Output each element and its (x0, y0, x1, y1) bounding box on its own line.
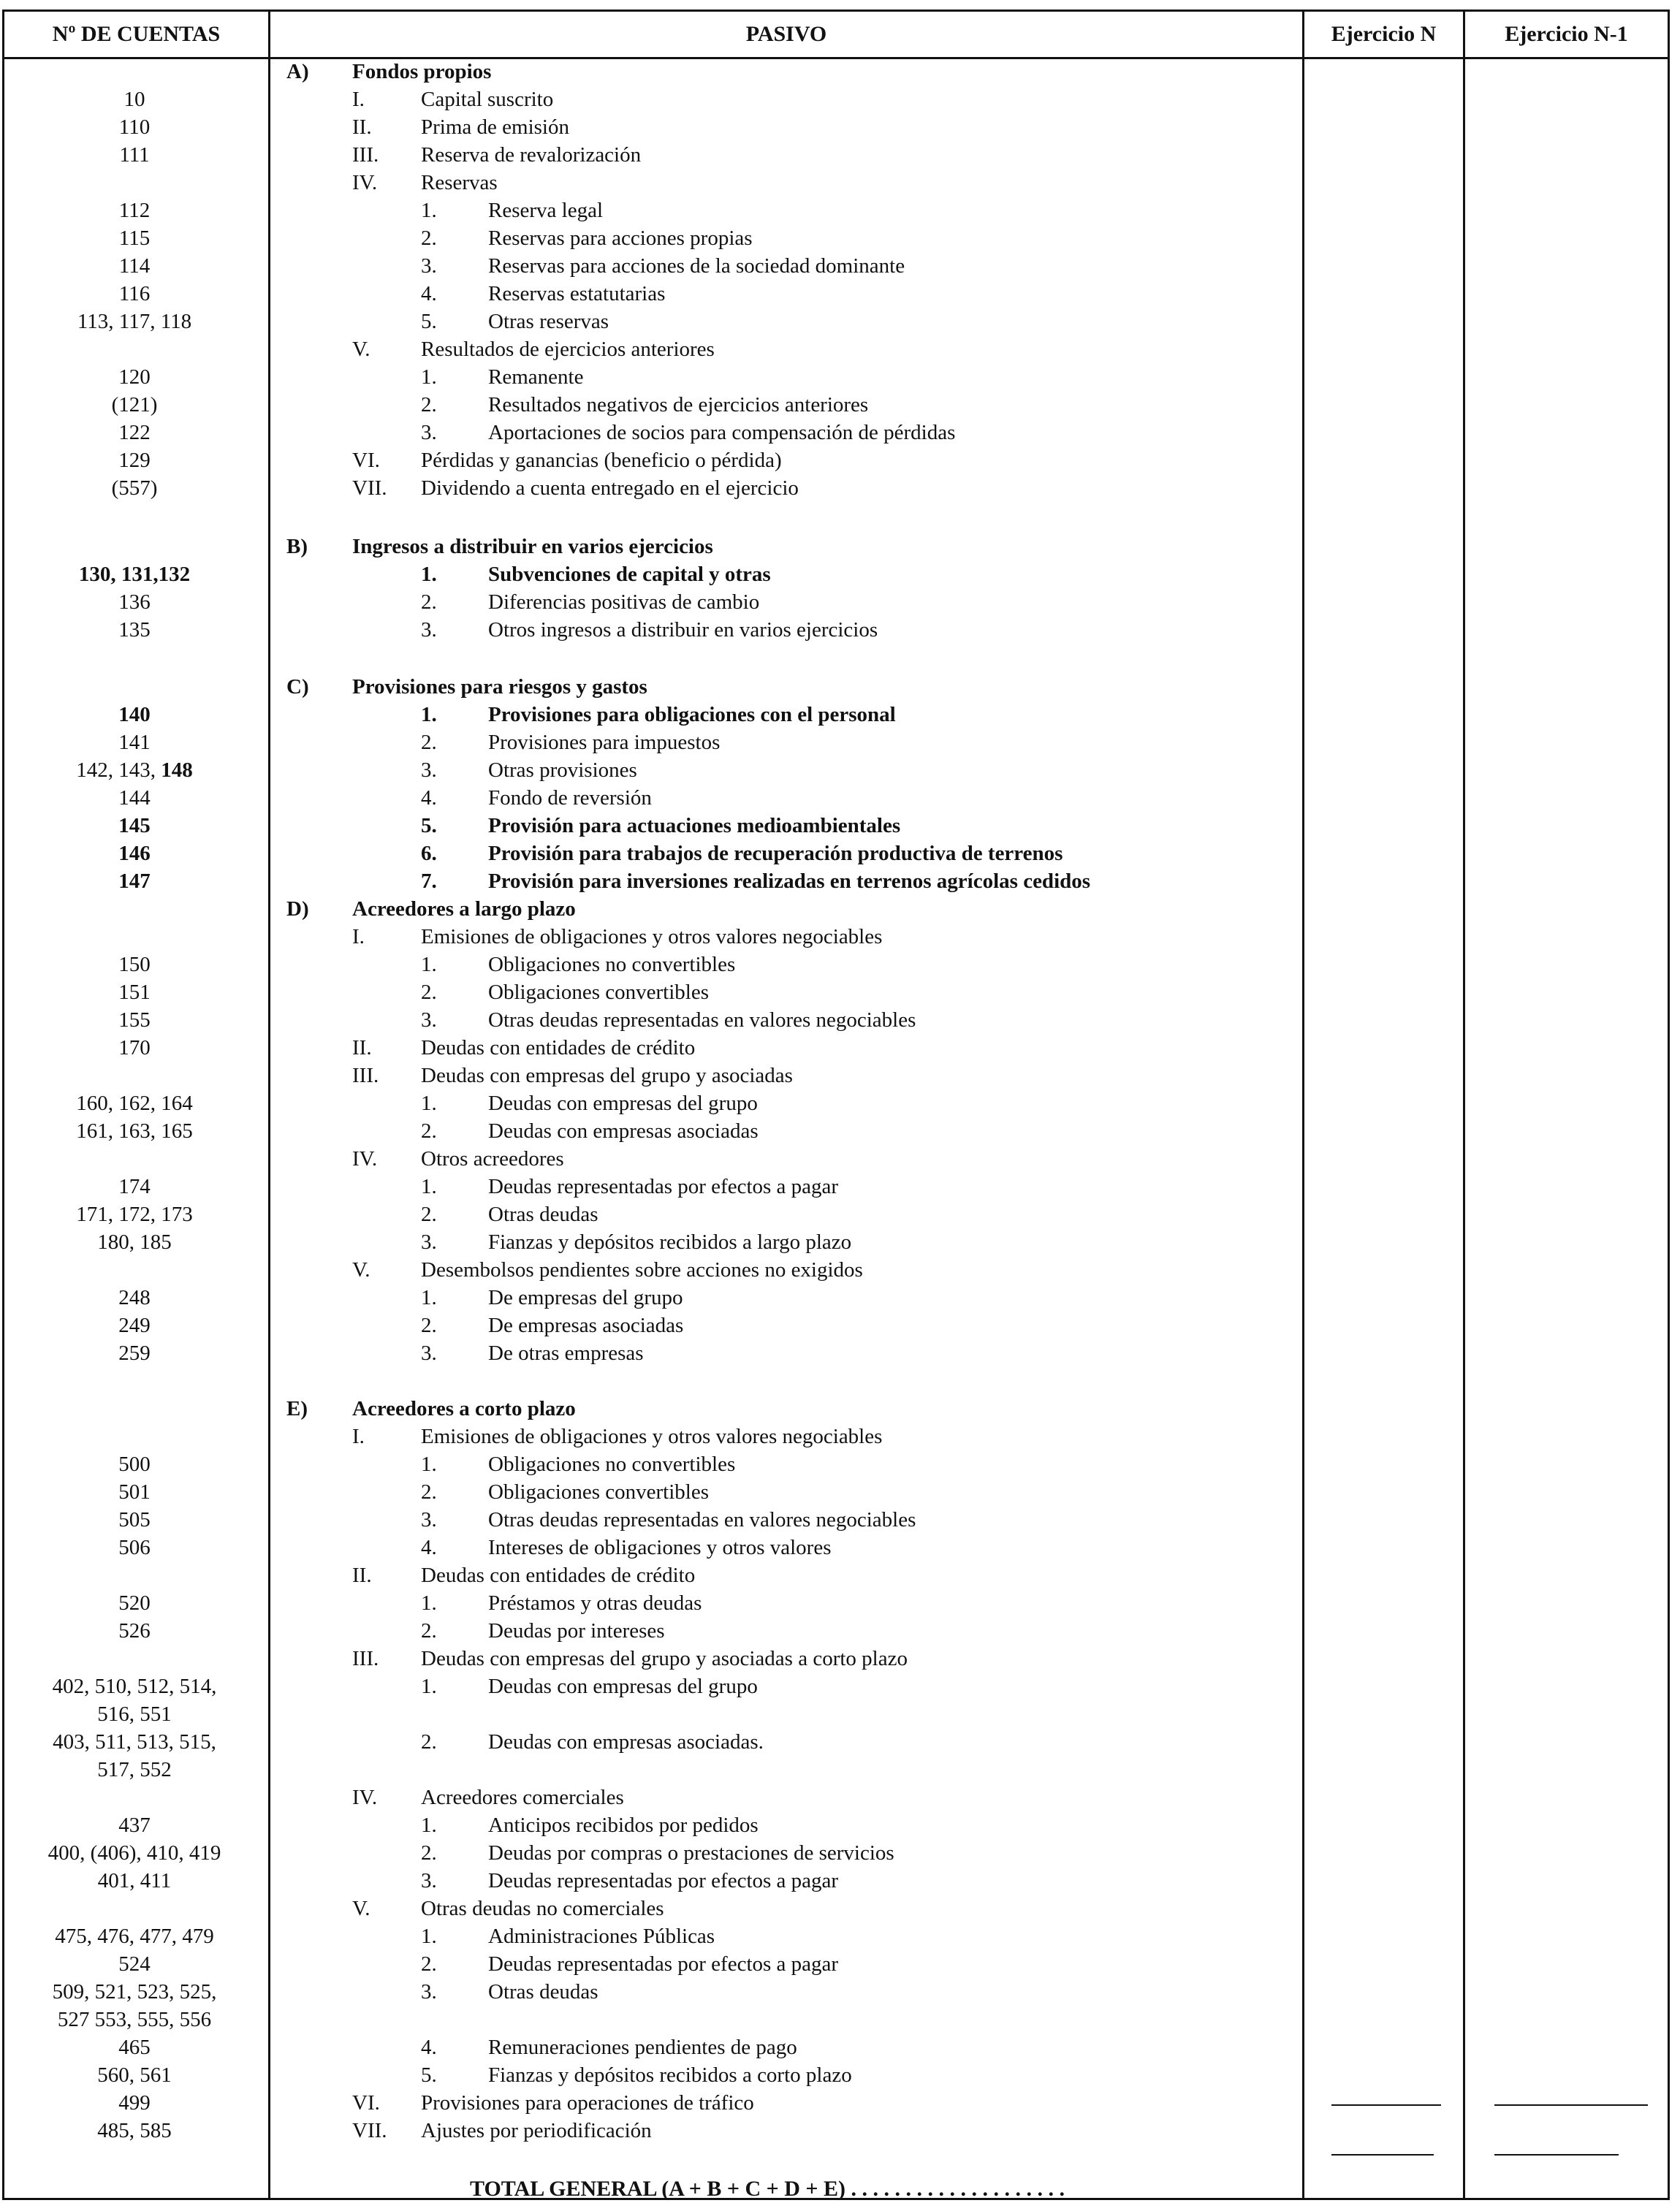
item-roman-numeral: V. (352, 1258, 370, 1282)
account-numbers: 111 (119, 143, 150, 167)
table-right-border (1668, 9, 1670, 2200)
subitem-number: 3. (421, 1342, 437, 1365)
subitem-label: Provisiones para obligaciones con el personal (488, 703, 896, 726)
subitem-label: Fianzas y depósitos recibidos a corto plazo (488, 2063, 852, 2087)
subitem-label: Deudas representadas por efectos a pagar (488, 1952, 839, 1976)
subitem-number: 3. (421, 421, 437, 444)
account-numbers: 505 (118, 1508, 151, 1532)
account-numbers: 174 (118, 1175, 151, 1198)
account-numbers-continued: 517, 552 (97, 1758, 172, 1781)
subitem-label: Reservas para acciones propias (488, 227, 753, 250)
item-label: Prima de emisión (421, 115, 569, 139)
account-numbers: 122 (118, 421, 151, 444)
item-roman-numeral: VII. (352, 476, 387, 500)
item-label: Pérdidas y ganancias (beneficio o pérdida) (421, 449, 782, 472)
account-numbers: 499 (118, 2091, 151, 2115)
subitem-number: 5. (421, 310, 437, 333)
account-numbers: 526 (118, 1619, 151, 1643)
subitem-number: 2. (421, 1952, 437, 1976)
subitem-label: Diferencias positivas de cambio (488, 590, 760, 614)
subitem-number: 1. (421, 1814, 437, 1837)
account-numbers: 144 (118, 786, 151, 810)
subitem-label: Remuneraciones pendientes de pago (488, 2036, 797, 2059)
header-accounts: Nº DE CUENTAS (52, 22, 221, 46)
item-roman-numeral: V. (352, 338, 370, 361)
subitem-label: Obligaciones no convertibles (488, 1453, 736, 1476)
subitem-label: Fianzas y depósitos recibidos a largo plazo (488, 1230, 852, 1254)
item-roman-numeral: III. (352, 1064, 379, 1087)
account-numbers: 400, (406), 410, 419 (47, 1841, 221, 1865)
item-label: Provisiones para operaciones de tráfico (421, 2091, 754, 2115)
subitem-label: Provisiones para impuestos (488, 731, 721, 754)
account-numbers: 113, 117, 118 (77, 310, 192, 333)
account-numbers: 485, 585 (97, 2119, 172, 2142)
subitem-label: Deudas por compras o prestaciones de servicios (488, 1841, 894, 1865)
subitem-label: Aportaciones de socios para compensación de pérdidas (488, 421, 956, 444)
item-label: Deudas con entidades de crédito (421, 1564, 696, 1587)
subitem-number: 3. (421, 1230, 437, 1254)
subitem-number: 2. (421, 1203, 437, 1226)
account-numbers: 402, 510, 512, 514, (52, 1675, 217, 1698)
account-numbers: 475, 476, 477, 479 (55, 1925, 214, 1948)
account-numbers: 112 (118, 199, 151, 222)
item-roman-numeral: II. (352, 115, 372, 139)
subitem-number: 3. (421, 618, 437, 642)
account-numbers: (121) (111, 393, 158, 416)
subitem-number: 2. (421, 1841, 437, 1865)
section-heading: Acreedores a corto plazo (352, 1397, 576, 1420)
subitem-label: Deudas con empresas del grupo (488, 1092, 758, 1115)
subitem-number: 1. (421, 365, 437, 389)
item-roman-numeral: II. (352, 1564, 372, 1587)
subitem-label: Deudas representadas por efectos a pagar (488, 1175, 839, 1198)
item-label: Desembolsos pendientes sobre acciones no exigidos (421, 1258, 863, 1282)
account-numbers: 114 (118, 254, 151, 278)
subitem-label: Deudas con empresas asociadas. (488, 1730, 764, 1754)
account-numbers: 403, 511, 513, 515, (53, 1730, 216, 1754)
account-numbers: 248 (118, 1286, 151, 1309)
account-numbers: 129 (118, 449, 151, 472)
account-numbers: 524 (118, 1952, 151, 1976)
item-label: Otras deudas no comerciales (421, 1897, 664, 1920)
account-numbers: 135 (118, 618, 151, 642)
item-label: Ajustes por periodificación (421, 2119, 652, 2142)
account-numbers-part-bold: 148 (161, 758, 193, 782)
section-letter: A) (286, 60, 309, 83)
item-roman-numeral: I. (352, 1425, 365, 1448)
item-label: Capital suscrito (421, 88, 554, 111)
account-numbers: 401, 411 (97, 1869, 172, 1892)
account-numbers: 259 (118, 1342, 151, 1365)
subitem-label: Resultados negativos de ejercicios anteriores (488, 393, 869, 416)
subitem-label: De empresas asociadas (488, 1314, 684, 1337)
subitem-number: 3. (421, 1869, 437, 1892)
subitem-number: 4. (421, 2036, 437, 2059)
subitem-label: Provisión para inversiones realizadas en terrenos agrícolas cedidos (488, 870, 1091, 893)
account-numbers: 115 (118, 227, 151, 250)
header-ejercicio-n1: Ejercicio N-1 (1505, 22, 1628, 46)
account-numbers: 171, 172, 173 (76, 1203, 193, 1226)
subitem-number: 3. (421, 758, 437, 782)
subitem-label: Reservas estatutarias (488, 282, 666, 305)
account-numbers: 160, 162, 164 (76, 1092, 193, 1115)
subitem-label: Otras provisiones (488, 758, 637, 782)
item-roman-numeral: VI. (352, 2091, 380, 2115)
item-label: Dividendo a cuenta entregado en el ejercicio (421, 476, 799, 500)
subitem-label: Anticipos recibidos por pedidos (488, 1814, 759, 1837)
account-numbers: 147 (118, 870, 151, 893)
account-numbers: (557) (111, 476, 158, 500)
item-label: Resultados de ejercicios anteriores (421, 338, 715, 361)
account-numbers: 509, 521, 523, 525, (52, 1980, 217, 2004)
section-letter: B) (286, 535, 308, 558)
item-roman-numeral: IV. (352, 171, 378, 194)
subitem-label: Obligaciones convertibles (488, 1480, 709, 1504)
item-label: Emisiones de obligaciones y otros valores negociables (421, 1425, 883, 1448)
subitem-number: 3. (421, 1508, 437, 1532)
subitem-label: Reserva legal (488, 199, 604, 222)
subitem-label: Otras reservas (488, 310, 609, 333)
total-rule-n-1 (1331, 2104, 1441, 2106)
account-numbers: 141 (118, 731, 151, 754)
subitem-label: Otros ingresos a distribuir en varios ejercicios (488, 618, 878, 642)
account-numbers: 10 (123, 88, 145, 111)
subitem-number: 7. (421, 870, 437, 893)
subitem-number: 6. (421, 842, 437, 865)
subitem-number: 3. (421, 254, 437, 278)
item-label: Reservas (421, 171, 498, 194)
subitem-label: Fondo de reversión (488, 786, 652, 810)
item-label: Deudas con entidades de crédito (421, 1036, 696, 1059)
col-divider-accounts (268, 9, 270, 2200)
subitem-label: Intereses de obligaciones y otros valores (488, 1536, 832, 1559)
account-numbers: 145 (118, 814, 151, 837)
subitem-label: De otras empresas (488, 1342, 644, 1365)
subitem-number: 2. (421, 731, 437, 754)
item-roman-numeral: III. (352, 143, 379, 167)
section-letter: C) (286, 675, 309, 699)
account-numbers: 437 (118, 1814, 151, 1837)
item-label: Reserva de revalorización (421, 143, 642, 167)
item-label: Emisiones de obligaciones y otros valores negociables (421, 925, 883, 948)
account-numbers: 161, 163, 165 (76, 1119, 193, 1143)
account-numbers-part: 142, 143, (76, 758, 161, 782)
subitem-number: 1. (421, 1675, 437, 1698)
total-general: TOTAL GENERAL (A + B + C + D + E) . . . . . . . . . . . . . . . . . . . . (470, 2177, 1065, 2201)
subitem-number: 2. (421, 393, 437, 416)
account-numbers (4, 756, 265, 784)
subitem-number: 1. (421, 199, 437, 222)
item-roman-numeral: VII. (352, 2119, 387, 2142)
subitem-label: Provisión para actuaciones medioambientales (488, 814, 901, 837)
total-rule-n1-2 (1494, 2154, 1619, 2156)
subitem-number: 2. (421, 590, 437, 614)
subitem-label: De empresas del grupo (488, 1286, 683, 1309)
section-heading: Acreedores a largo plazo (352, 897, 576, 921)
section-heading: Ingresos a distribuir en varios ejercicios (352, 535, 713, 558)
subitem-number: 3. (421, 1008, 437, 1032)
subitem-number: 2. (421, 1314, 437, 1337)
account-numbers: 170 (118, 1036, 151, 1059)
item-roman-numeral: II. (352, 1036, 372, 1059)
subitem-label: Deudas por intereses (488, 1619, 665, 1643)
account-numbers: 136 (118, 590, 151, 614)
subitem-label: Deudas representadas por efectos a pagar (488, 1869, 839, 1892)
subitem-number: 1. (421, 1925, 437, 1948)
account-numbers: 140 (118, 703, 151, 726)
item-label: Deudas con empresas del grupo y asociadas a corto plazo (421, 1647, 908, 1670)
header-bottom-border (2, 57, 1670, 59)
item-label: Otros acreedores (421, 1147, 564, 1171)
subitem-number: 1. (421, 1175, 437, 1198)
item-label: Acreedores comerciales (421, 1786, 624, 1809)
item-roman-numeral: VI. (352, 449, 380, 472)
subitem-number: 1. (421, 563, 437, 586)
account-numbers: 151 (118, 981, 151, 1004)
section-heading: Fondos propios (352, 60, 492, 83)
subitem-label: Provisión para trabajos de recuperación productiva de terrenos (488, 842, 1063, 865)
subitem-number: 4. (421, 1536, 437, 1559)
subitem-label: Otras deudas (488, 1203, 598, 1226)
subitem-number: 2. (421, 1119, 437, 1143)
total-rule-n-2 (1331, 2154, 1434, 2156)
item-roman-numeral: IV. (352, 1147, 378, 1171)
account-numbers: 150 (118, 953, 151, 976)
section-letter: D) (286, 897, 309, 921)
subitem-number: 2. (421, 981, 437, 1004)
account-numbers: 506 (118, 1536, 151, 1559)
subitem-number: 2. (421, 1480, 437, 1504)
subitem-number: 1. (421, 1092, 437, 1115)
subitem-number: 1. (421, 1591, 437, 1615)
account-numbers: 520 (118, 1591, 151, 1615)
item-roman-numeral: V. (352, 1897, 370, 1920)
header-pasivo: PASIVO (745, 22, 827, 46)
subitem-number: 4. (421, 282, 437, 305)
account-numbers: 560, 561 (97, 2063, 172, 2087)
subitem-label: Obligaciones no convertibles (488, 953, 736, 976)
subitem-number: 1. (421, 1286, 437, 1309)
item-roman-numeral: I. (352, 925, 365, 948)
section-letter: E) (286, 1397, 308, 1420)
subitem-number: 1. (421, 1453, 437, 1476)
subitem-label: Obligaciones convertibles (488, 981, 709, 1004)
account-numbers: 146 (118, 842, 151, 865)
account-numbers: 501 (118, 1480, 151, 1504)
subitem-label: Otras deudas representadas en valores negociables (488, 1008, 916, 1032)
subitem-number: 1. (421, 953, 437, 976)
section-heading: Provisiones para riesgos y gastos (352, 675, 647, 699)
item-roman-numeral: III. (352, 1647, 379, 1670)
subitem-number: 2. (421, 1730, 437, 1754)
subitem-number: 1. (421, 703, 437, 726)
subitem-number: 5. (421, 2063, 437, 2087)
subitem-number: 3. (421, 1980, 437, 2004)
account-numbers: 465 (118, 2036, 151, 2059)
subitem-label: Remanente (488, 365, 584, 389)
account-numbers: 155 (118, 1008, 151, 1032)
account-numbers: 110 (118, 115, 151, 139)
subitem-label: Deudas con empresas del grupo (488, 1675, 758, 1698)
account-numbers: 500 (118, 1453, 151, 1476)
subitem-label: Otras deudas representadas en valores negociables (488, 1508, 916, 1532)
account-numbers: 116 (118, 282, 151, 305)
subitem-number: 2. (421, 1619, 437, 1643)
subitem-label: Subvenciones de capital y otras (488, 563, 771, 586)
col-divider-year-n (1463, 9, 1465, 2200)
subitem-label: Administraciones Públicas (488, 1925, 715, 1948)
subitem-number: 2. (421, 227, 437, 250)
col-divider-pasivo (1302, 9, 1304, 2200)
item-roman-numeral: IV. (352, 1786, 378, 1809)
subitem-label: Deudas con empresas asociadas (488, 1119, 759, 1143)
item-roman-numeral: I. (352, 88, 365, 111)
subitem-number: 5. (421, 814, 437, 837)
header-ejercicio-n: Ejercicio N (1331, 22, 1437, 46)
account-numbers: 130, 131,132 (78, 563, 191, 586)
account-numbers: 249 (118, 1314, 151, 1337)
subitem-number: 4. (421, 786, 437, 810)
subitem-label: Reservas para acciones de la sociedad dominante (488, 254, 905, 278)
item-label: Deudas con empresas del grupo y asociadas (421, 1064, 793, 1087)
total-rule-n1-1 (1494, 2104, 1648, 2106)
account-numbers: 180, 185 (97, 1230, 172, 1254)
subitem-label: Otras deudas (488, 1980, 598, 2004)
account-numbers-continued: 527 553, 555, 556 (57, 2008, 212, 2031)
subitem-label: Préstamos y otras deudas (488, 1591, 702, 1615)
account-numbers: 120 (118, 365, 151, 389)
account-numbers-continued: 516, 551 (97, 1702, 172, 1726)
